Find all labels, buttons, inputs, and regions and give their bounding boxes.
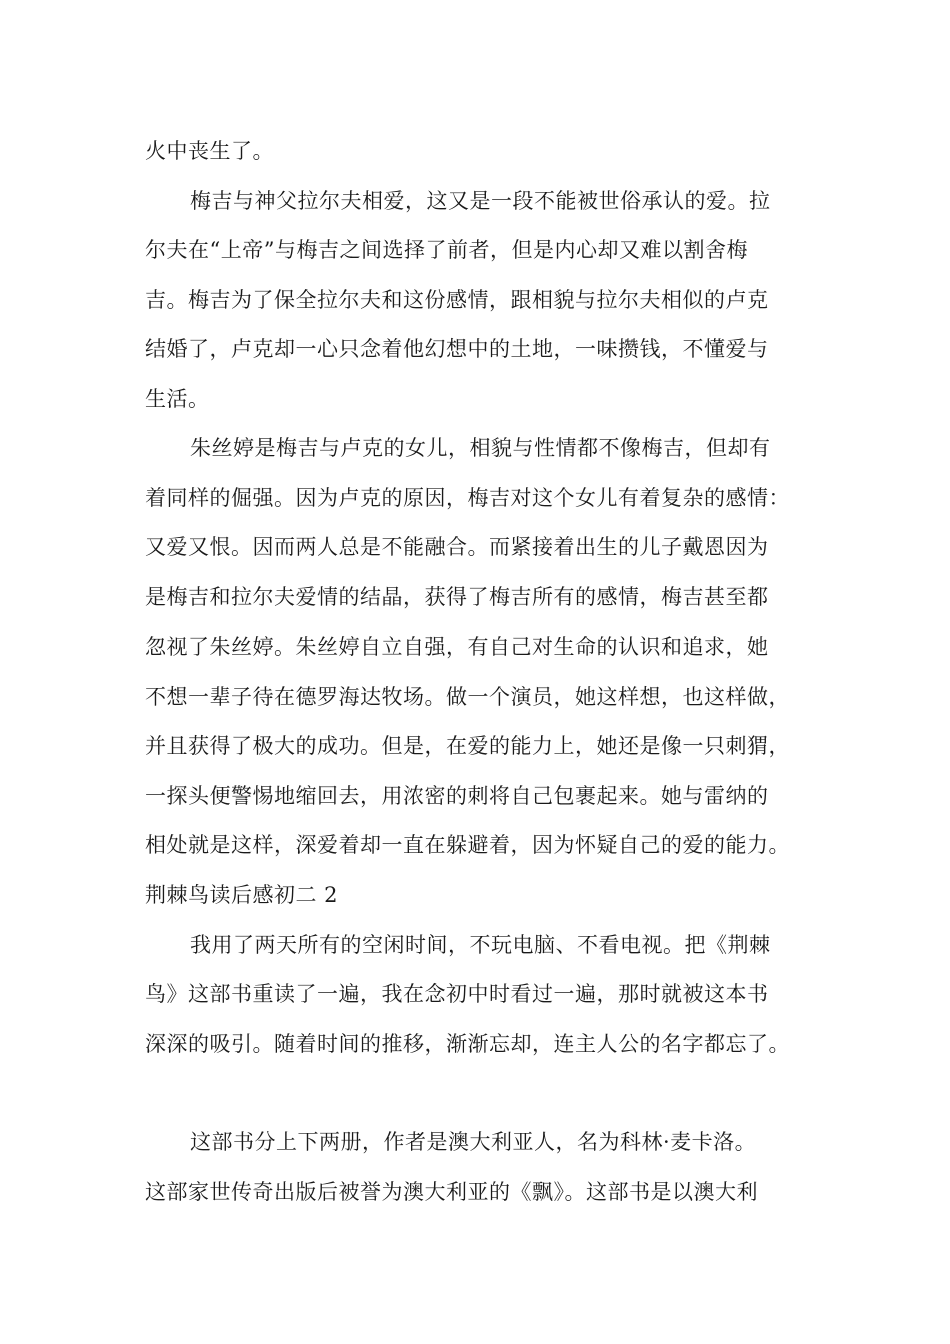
text-line: 不想一辈子待在德罗海达牧场。做一个演员，她这样想，也这样做， [145,685,790,709]
paragraph-first-line: 梅吉与神父拉尔夫相爱，这又是一段不能被世俗承认的爱。拉 [190,189,771,213]
text-line: 这部家世传奇出版后被誉为澳大利亚的《飘》。这部书是以澳大利 [145,1180,758,1204]
text-line: 是梅吉和拉尔夫爱情的结晶，获得了梅吉所有的感情，梅吉甚至都 [145,585,769,609]
text-line: 结婚了，卢克却一心只念着他幻想中的土地，一味攒钱，不懂爱与 [145,337,769,361]
text-line: 并且获得了极大的成功。但是，在爱的能力上，她还是像一只刺猬， [145,734,790,758]
text-line: 生活。 [145,387,210,411]
section-heading: 荆棘鸟读后感初二 2 [145,883,339,907]
paragraph-first-line: 我用了两天所有的空闲时间，不玩电脑、不看电视。把《荆棘 [190,933,771,957]
text-line: 又爱又恨。因而两人总是不能融合。而紧接着出生的儿子戴恩因为 [145,535,769,559]
text-line: 着同样的倔强。因为卢克的原因，梅吉对这个女儿有着复杂的感情： [145,486,790,510]
text-line: 火中丧生了。 [145,139,274,163]
text-line: 忽视了朱丝婷。朱丝婷自立自强，有自己对生命的认识和追求，她 [145,635,769,659]
paragraph-first-line: 朱丝婷是梅吉与卢克的女儿，相貌与性情都不像梅吉，但却有 [190,436,771,460]
text-line: 吉。梅吉为了保全拉尔夫和这份感情，跟相貌与拉尔夫相似的卢克 [145,288,769,312]
text-line: 一探头便警惕地缩回去，用浓密的刺将自己包裹起来。她与雷纳的 [145,784,769,808]
text-line: 相处就是这样，深爱着却一直在躲避着，因为怀疑自己的爱的能力。 [145,833,790,857]
text-line: 深深的吸引。随着时间的推移，渐渐忘却，连主人公的名字都忘了。 [145,1032,790,1056]
text-line: 鸟》这部书重读了一遍，我在念初中时看过一遍，那时就被这本书 [145,982,769,1006]
text-line: 尔夫在“上帝”与梅吉之间选择了前者，但是内心却又难以割舍梅 [145,238,748,262]
paragraph-first-line: 这部书分上下两册，作者是澳大利亚人，名为科林·麦卡洛。 [190,1130,757,1154]
